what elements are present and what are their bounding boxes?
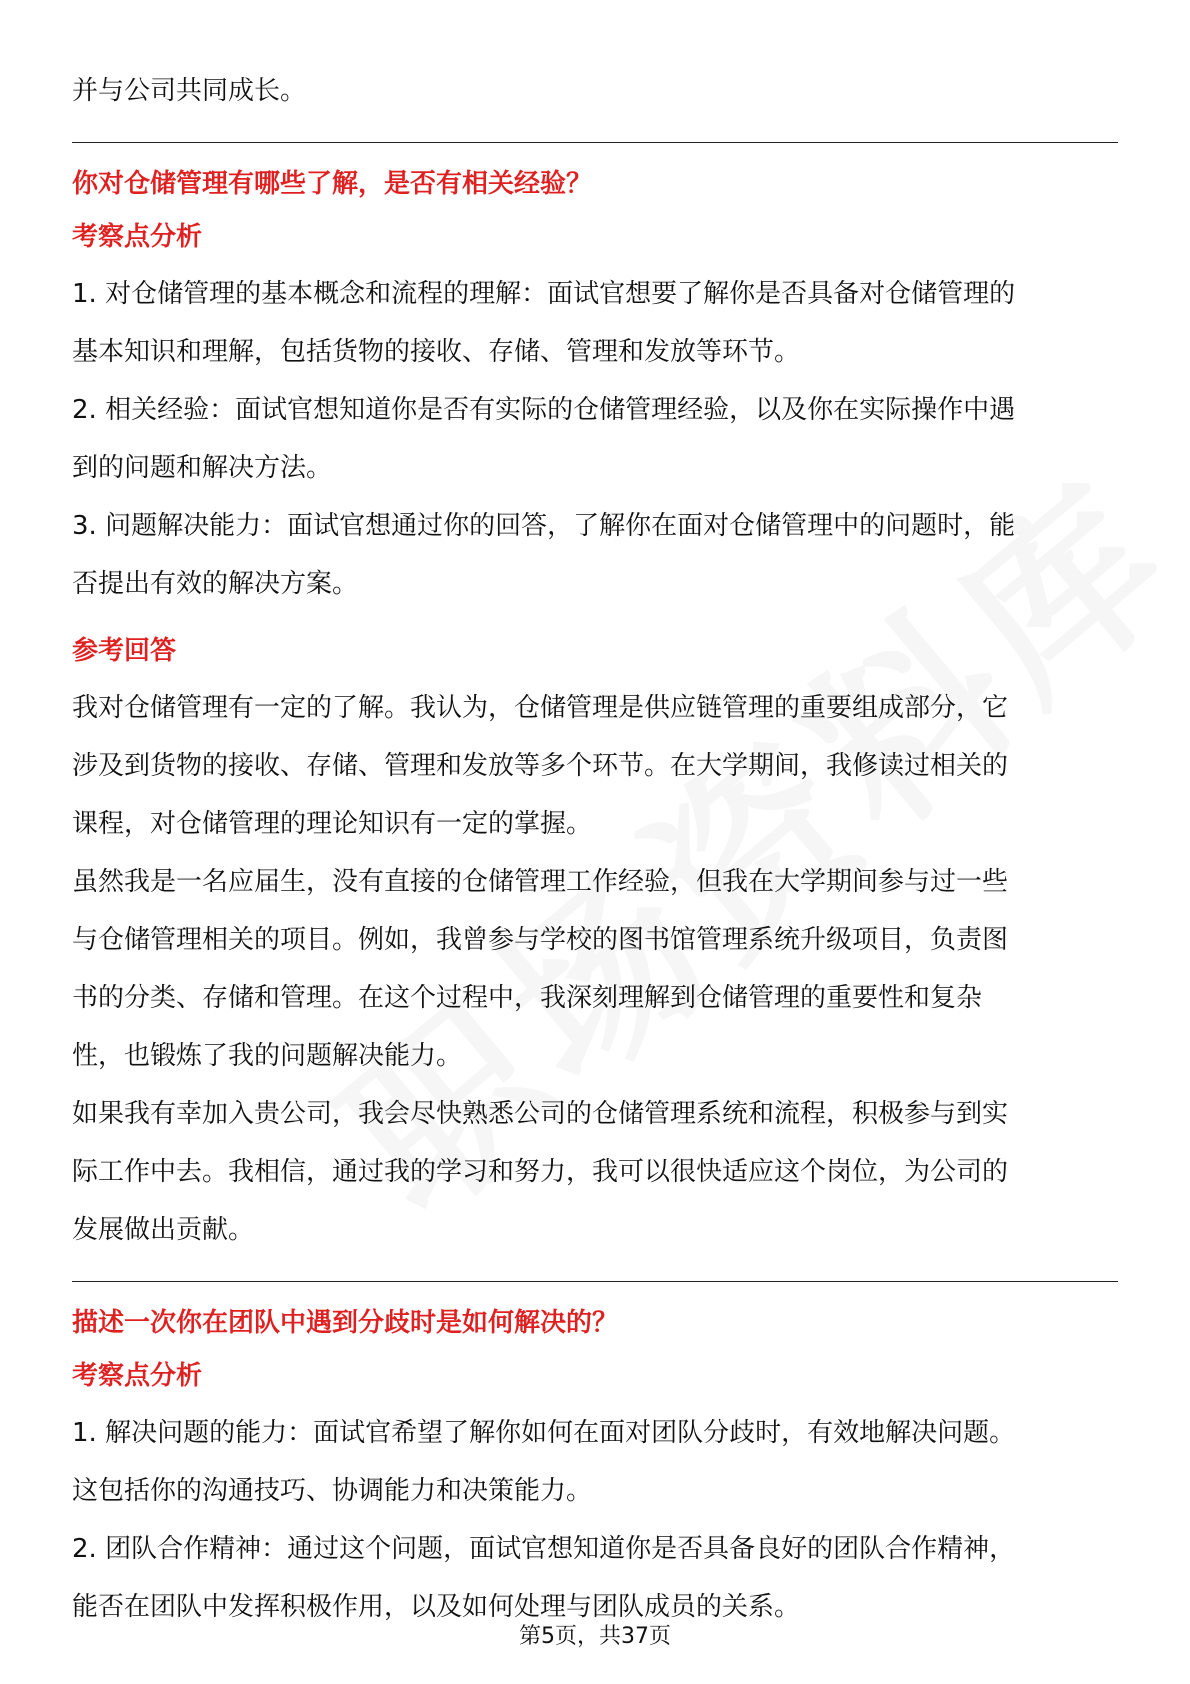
answer-line: 涉及到货物的接收、存储、管理和发放等多个环节。在大学期间，我修读过相关的 <box>72 751 1009 781</box>
analysis-line: 能否在团队中发挥积极作用，以及如何处理与团队成员的关系。 <box>72 1592 801 1622</box>
analysis-line: 3. 问题解决能力：面试官想通过你的回答，了解你在面对仓储管理中的问题时，能 <box>72 511 1016 541</box>
page-content <box>72 62 1118 1636</box>
analysis-body <box>72 265 1118 613</box>
analysis-line: 2. 团队合作精神：通过这个问题，面试官想知道你是否具备良好的团队合作精神， <box>72 1534 1016 1564</box>
analysis-line: 1. 对仓储管理的基本概念和流程的理解：面试官想要了解你是否具备对仓储管理的 <box>72 279 1016 309</box>
analysis-line: 这包括你的沟通技巧、协调能力和决策能力。 <box>72 1476 593 1506</box>
answer-line: 书的分类、存储和管理。在这个过程中，我深刻理解到仓储管理的重要性和复杂 <box>72 983 983 1013</box>
answer-line: 课程，对仓储管理的理论知识有一定的掌握。 <box>72 809 593 839</box>
answer-line: 如果我有幸加入贵公司，我会尽快熟悉公司的仓储管理系统和流程，积极参与到实 <box>72 1099 1009 1129</box>
answer-line: 发展做出贡献。 <box>72 1215 255 1245</box>
answer-body <box>72 679 1118 1259</box>
analysis-line: 2. 相关经验：面试官想知道你是否有实际的仓储管理经验，以及你在实际操作中遇 <box>72 395 1016 425</box>
analysis-line: 到的问题和解决方法。 <box>72 453 333 483</box>
answer-line: 我对仓储管理有一定的了解。我认为，仓储管理是供应链管理的重要组成部分，它 <box>72 693 1009 723</box>
analysis-heading: 考察点分析 <box>72 1361 203 1391</box>
analysis-line: 否提出有效的解决方案。 <box>72 569 359 599</box>
analysis-line: 基本知识和理解，包括货物的接收、存储、管理和发放等环节。 <box>72 337 801 367</box>
analysis-line: 1. 解决问题的能力：面试官希望了解你如何在面对团队分歧时，有效地解决问题。 <box>72 1418 1016 1448</box>
page-number-footer: 第5页，共37页 <box>519 1624 671 1649</box>
question-heading: 你对仓储管理有哪些了解，是否有相关经验？ <box>72 169 593 199</box>
answer-line: 虽然我是一名应届生，没有直接的仓储管理工作经验，但我在大学期间参与过一些 <box>72 867 1009 897</box>
answer-line: 性，也锻炼了我的问题解决能力。 <box>72 1041 463 1071</box>
section-divider <box>72 142 1118 143</box>
answer-heading: 参考回答 <box>72 636 177 666</box>
answer-line: 际工作中去。我相信，通过我的学习和努力，我可以很快适应这个岗位，为公司的 <box>72 1157 1009 1187</box>
answer-line: 与仓储管理相关的项目。例如，我曾参与学校的图书馆管理系统升级项目，负责图 <box>72 925 1009 955</box>
section-divider <box>72 1281 1118 1282</box>
analysis-heading: 考察点分析 <box>72 222 203 252</box>
question-heading: 描述一次你在团队中遇到分歧时是如何解决的？ <box>72 1308 619 1338</box>
intro-tail-text: 并与公司共同成长。 <box>72 76 307 106</box>
analysis-body <box>72 1404 1118 1636</box>
